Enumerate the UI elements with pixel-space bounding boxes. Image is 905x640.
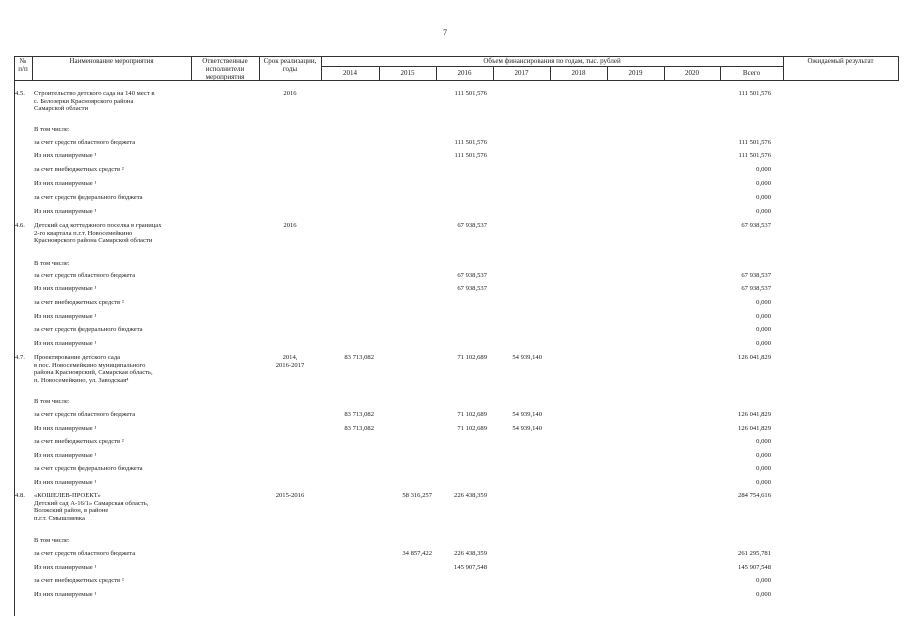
header-year: 2015 (400, 69, 415, 77)
table-cell-total: 0,000 (756, 313, 771, 320)
table-cell-name: Проектирование детского сада в пос. Новосемейкино муниципального района Красноярский, Самарская область, п. Новосемейкино, ул. Заводская⁴ (34, 354, 153, 384)
header-year: 2019 (628, 69, 643, 77)
table-cell-name: Строительство детского сада на 140 мест в с. Белозерки Красноярского района Самарской области (34, 90, 155, 112)
table-cell-name: за счет средств областного бюджета (34, 272, 136, 279)
header-num: № п/п (18, 57, 28, 73)
table-cell-v2017: 54 939,140 (512, 354, 542, 361)
page-number: 7 (443, 28, 447, 37)
header-funding: Объем финансирования по годам, тыс. рублей (483, 57, 621, 65)
table-cell-name: за счет внебюджетных средств ² (34, 577, 124, 584)
table-cell-total: 67 938,537 (741, 222, 771, 229)
table-cell-total: 0,000 (756, 180, 771, 187)
table-cell-name: Из них планируемые ¹ (34, 208, 97, 215)
table-cell-name: Из них планируемые ¹ (34, 591, 97, 598)
table-cell-total: 111 501,576 (738, 152, 771, 159)
table-cell-total: 0,000 (756, 465, 771, 472)
table-cell-period: 2014, 2016-2017 (275, 354, 305, 369)
table-cell-name: за счет средств федерального бюджета (34, 465, 143, 472)
table-cell-v2017: 54 939,140 (512, 425, 542, 432)
table-cell-v2015: 34 857,422 (402, 550, 432, 557)
table-cell-num: 4.8. (15, 492, 25, 499)
table-cell-v2016: 71 102,689 (457, 425, 487, 432)
table-cell-total: 111 501,576 (738, 139, 771, 146)
table-cell-total: 126 041,829 (738, 411, 771, 418)
table-cell-name: Из них планируемые ¹ (34, 340, 97, 347)
header-name: Наименование мероприятия (69, 57, 154, 65)
table-cell-total: 0,000 (756, 166, 771, 173)
table-cell-num: 4.5. (15, 90, 25, 97)
table-cell-name: Из них планируемые ¹ (34, 152, 97, 159)
header-result: Ожидаемый результат (807, 57, 874, 65)
table-cell-v2014: 83 713,082 (344, 425, 374, 432)
table-cell-name: В том числе: (34, 537, 70, 544)
table-cell-name: за счет внебюджетных средств ² (34, 438, 124, 445)
table-border-right (898, 56, 899, 80)
table-cell-v2015: 58 316,257 (402, 492, 432, 499)
header-divider (321, 66, 783, 67)
header-total: Всего (742, 69, 761, 77)
table-cell-name: Из них планируемые ¹ (34, 425, 97, 432)
table-cell-name: за счет средств федерального бюджета (34, 326, 143, 333)
table-cell-total: 67 938,537 (741, 272, 771, 279)
table-cell-name: Из них планируемые ¹ (34, 479, 97, 486)
header-executors: Ответственные исполнители мероприятия (202, 57, 248, 81)
table-cell-name: за счет средств областного бюджета (34, 139, 136, 146)
table-cell-v2016: 226 438,359 (454, 550, 487, 557)
table-cell-total: 261 295,781 (738, 550, 771, 557)
table-cell-num: 4.7. (15, 354, 25, 361)
table-cell-v2016: 71 102,689 (457, 354, 487, 361)
table-cell-total: 0,000 (756, 194, 771, 201)
table-cell-name: Из них планируемые ¹ (34, 313, 97, 320)
table-cell-total: 0,000 (756, 326, 771, 333)
table-cell-total: 0,000 (756, 299, 771, 306)
table-cell-name: за счет средств областного бюджета (34, 550, 136, 557)
header-year: 2018 (571, 69, 586, 77)
financing-table (14, 56, 899, 616)
header-bottom (14, 80, 899, 81)
table-cell-v2016: 67 938,537 (457, 285, 487, 292)
table-cell-period: 2015-2016 (275, 492, 305, 499)
table-cell-total: 0,000 (756, 577, 771, 584)
table-cell-name: В том числе: (34, 398, 70, 405)
table-cell-v2016: 111 501,576 (454, 139, 487, 146)
table-cell-name: В том числе: (34, 126, 70, 133)
table-cell-v2014: 83 713,082 (344, 354, 374, 361)
table-cell-name: за счет средств федерального бюджета (34, 194, 143, 201)
header-period: Срок реализации, годы (263, 57, 317, 73)
table-cell-total: 67 938,537 (741, 285, 771, 292)
table-cell-total: 0,000 (756, 438, 771, 445)
table-cell-v2016: 67 938,537 (457, 272, 487, 279)
table-cell-name: за счет внебюджетных средств ² (34, 299, 124, 306)
table-cell-total: 0,000 (756, 479, 771, 486)
table-cell-name: за счет внебюджетных средств ² (34, 166, 124, 173)
table-cell-num: 4.6. (15, 222, 25, 229)
header-year: 2014 (343, 69, 357, 77)
table-cell-name: Из них планируемые ¹ (34, 180, 97, 187)
header-year: 2020 (685, 69, 699, 77)
table-cell-total: 111 501,576 (738, 90, 771, 97)
table-cell-v2016: 145 907,548 (454, 564, 487, 571)
table-cell-name: В том числе: (34, 260, 70, 267)
table-cell-name: Детский сад коттеджного поселка в границах 2-го квартала п.г.т. Новосемейкино Красноярского района Самарской области (34, 222, 162, 244)
table-cell-v2014: 83 713,082 (344, 411, 374, 418)
header-year: 2017 (514, 69, 529, 77)
table-cell-total: 0,000 (756, 208, 771, 215)
table-cell-total: 126 041,829 (738, 354, 771, 361)
table-cell-total: 0,000 (756, 340, 771, 347)
table-cell-v2017: 54 939,140 (512, 411, 542, 418)
table-cell-total: 145 907,548 (738, 564, 771, 571)
table-cell-name: Из них планируемые ¹ (34, 564, 97, 571)
table-cell-total: 126 041,829 (738, 425, 771, 432)
table-cell-v2016: 111 501,576 (454, 90, 487, 97)
table-cell-v2016: 111 501,576 (454, 152, 487, 159)
table-cell-total: 0,000 (756, 452, 771, 459)
table-cell-v2016: 67 938,537 (457, 222, 487, 229)
table-cell-total: 0,000 (756, 591, 771, 598)
table-cell-period: 2016 (283, 222, 297, 229)
table-cell-name: Из них планируемые ¹ (34, 452, 97, 459)
table-cell-name: «КОШЕЛЕВ-ПРОЕКТ» Детский сад А-16/1» Самарская область, Волжский район, в районе п.г.т. Смышляевка (34, 492, 149, 522)
table-cell-total: 284 754,616 (738, 492, 771, 499)
table-cell-name: за счет средств областного бюджета (34, 411, 136, 418)
header-year: 2016 (457, 69, 472, 77)
table-border-left (14, 56, 15, 616)
table-cell-v2016: 71 102,689 (457, 411, 487, 418)
table-cell-v2016: 226 438,359 (454, 492, 487, 499)
table-cell-name: Из них планируемые ¹ (34, 285, 97, 292)
table-cell-period: 2016 (283, 90, 297, 97)
